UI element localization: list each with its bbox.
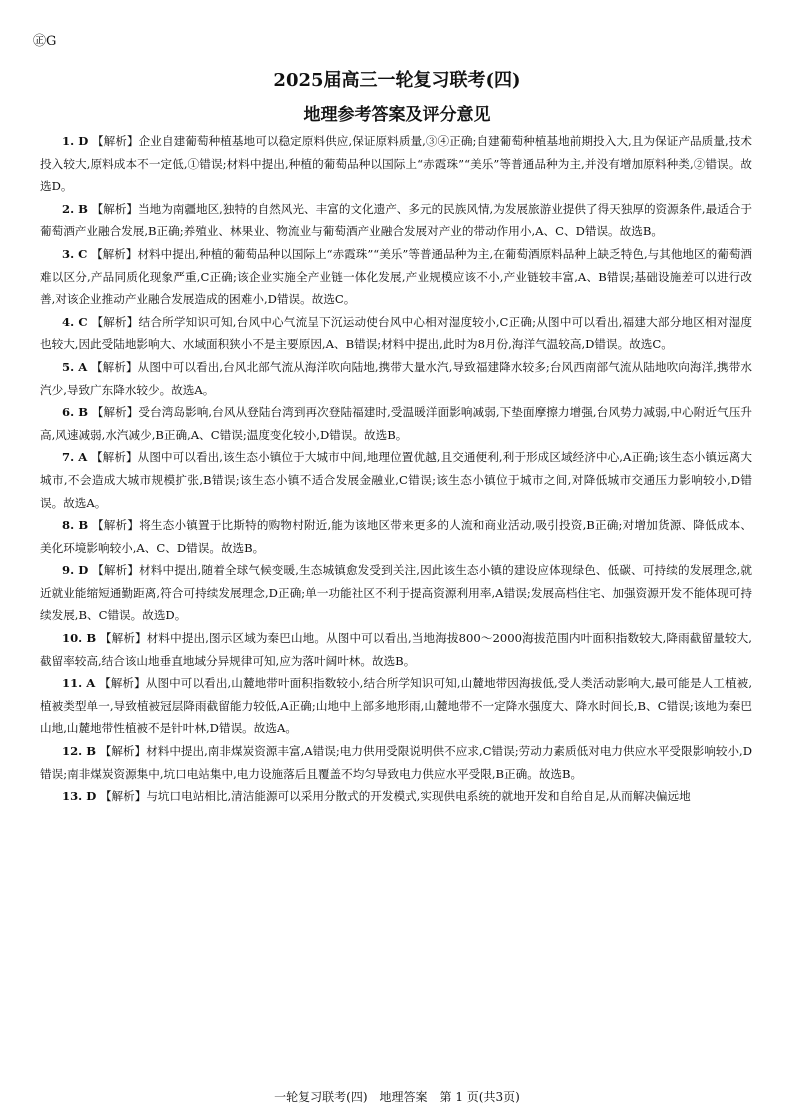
answer-text: 【解析】从图中可以看出,台风北部气流从海洋吹向陆地,携带大量水汽,导致福建降水较多;台风西南部气流从陆地吹向海洋,携带水汽少,导致广东降水较少。故选A。 (40, 359, 752, 397)
answer-text: 【解析】材料中提出,图示区域为秦巴山地。从图中可以看出,当地海拔800～2000海拔范围内叶面积指数较大,降雨截留量较大,截留率较高,结合该山地垂直地域分异规律可知,应为落叶阔叶林。故选B。 (40, 631, 752, 668)
question-number: 3. C (62, 246, 88, 261)
question-number: 9. D (62, 563, 89, 578)
answer-text: 【解析】结合所学知识可知,台风中心气流呈下沉运动使台风中心相对湿度较小,C正确;从图中可以看出,福建大部分地区相对湿度也较大,因此受陆地影响大、水域面积狭小不是主要原因,A、B错误;材料中提出,此时为8月份,海洋气温较高,D错误。故选C。 (40, 314, 752, 352)
answer-item (40, 446, 752, 514)
answer-item (40, 559, 752, 627)
answer-text: 【解析】当地为南疆地区,独特的自然风光、丰富的文化遗产、多元的民族风情,为发展旅游业提供了得天独厚的资源条件,最适合于葡萄酒产业融合发展,B正确;养殖业、林果业、物流业与葡萄酒产业融合发展对产业的带动作用小,A、C、D错误。故选B。 (40, 201, 752, 239)
answer-text: 【解析】企业自建葡萄种植基地可以稳定原料供应,保证原料质量,③④正确;自建葡萄种植基地前期投入大,且为保证产品质量,技术投入较大,原料成本不一定低,①错误;材料中提出,种植的葡萄品种以国际上“赤霞珠”“美乐”等普通品种为主,并没有增加原料种类,②错误。故选D。 (40, 134, 752, 194)
answer-item (40, 311, 752, 356)
page-footer: 一轮复习联考(四) 地理答案 第 1 页(共3页) (274, 1090, 520, 1104)
answer-text: 【解析】受台湾岛影响,台风从登陆台湾到再次登陆福建时,受温暖洋面影响减弱,下垫面摩擦力增强,台风势力减弱,中心附近气压升高,风速减弱,水汽减少,B正确,A、C错误;温度变化较小,D错误。故选B。 (40, 405, 752, 442)
answer-text: 【解析】材料中提出,南非煤炭资源丰富,A错误;电力供用受限说明供不应求,C错误;劳动力素质低对电力供应水平受限影响较小,D错误;南非煤炭资源集中,坑口电站集中,电力设施落后且覆盖不均匀导致电力供应水平受限,B正确。故选B。 (40, 744, 752, 781)
answer-item (40, 401, 752, 446)
question-number: 7. A (62, 450, 88, 465)
question-number: 11. A (62, 676, 96, 691)
answer-item (40, 672, 752, 740)
answer-text: 【解析】将生态小镇置于比斯特的购物村附近,能为该地区带来更多的人流和商业活动,吸引投资,B正确;对增加货源、降低成本、美化环境影响较小,A、C、D错误。故选B。 (40, 518, 752, 555)
answer-text: 【解析】材料中提出,种植的葡萄品种以国际上“赤霞珠”“美乐”等普通品种为主,在葡萄酒原料品种上缺乏特色,与其他地区的葡萄酒难以区分,产品同质化现象严重,C正确;该企业实施全产业链一体化发展,产业规模应该不小,产业链较丰富,A、B错误;基础设施差可以进行改善,对该企业推动产业融合发展造成的困难小,D错误。故选C。 (40, 246, 752, 307)
answer-text: 【解析】从图中可以看出,山麓地带叶面积指数较小,结合所学知识可知,山麓地带因海拔低,受人类活动影响大,最可能是人工植被,植被类型单一,导致植被冠层降雨截留能力较低,A正确;山地中上部多地形雨,山麓地带不一定降水强度大、降水时间长,B、C错误;该地为秦巴山地,山麓地带性植被不是针叶林,D错误。故选A。 (40, 676, 753, 736)
answer-item (40, 740, 752, 785)
question-number: 5. A (62, 359, 88, 374)
answer-item (40, 785, 752, 808)
answer-item (40, 627, 752, 672)
answer-item (40, 514, 752, 559)
answer-text: 【解析】从图中可以看出,该生态小镇位于大城市中间,地理位置优越,且交通便利,利于形成区域经济中心,A正确;该生态小镇远离大城市,不会造成大城市规模扩张,B错误;该生态小镇不适合发展金融业,C错误;该生态小镇位于城市之间,对降低城市交通压力影响较小,D错误。故选A。 (40, 450, 753, 510)
question-number: 12. B (62, 744, 97, 759)
question-number: 4. C (62, 314, 88, 329)
answer-item (40, 198, 752, 243)
question-number: 1. D (62, 134, 89, 148)
question-number: 2. B (62, 201, 88, 216)
answer-item (40, 243, 752, 311)
answer-item (40, 356, 752, 401)
answer-list (40, 130, 752, 808)
question-number: 10. B (62, 631, 97, 646)
question-number: 13. D (62, 789, 97, 804)
question-number: 8. B (62, 518, 89, 533)
logo: ㊣G (33, 34, 57, 49)
answer-item (40, 130, 752, 198)
document-title: 2025届高三一轮复习联考(四) (273, 70, 521, 91)
document-subtitle: 地理参考答案及评分意见 (303, 105, 491, 125)
answer-text: 【解析】与坑口电站相比,清洁能源可以采用分散式的开发模式,实现供电系统的就地开发和自给自足,从而解决偏远地 (99, 789, 691, 804)
answer-text: 【解析】材料中提出,随着全球气候变暖,生态城镇愈发受到关注,因此该生态小镇的建设应体现绿色、低碳、可持续的发展理念,就近就业能缩短通勤距离,符合可持续发展理念,D正确;单一功能社区不利于提高资源利用率,A错误;发展高档住宅、加强资源开发不能体现可持续发展,B、C错误。故选D。 (40, 563, 753, 623)
question-number: 6. B (62, 405, 89, 420)
